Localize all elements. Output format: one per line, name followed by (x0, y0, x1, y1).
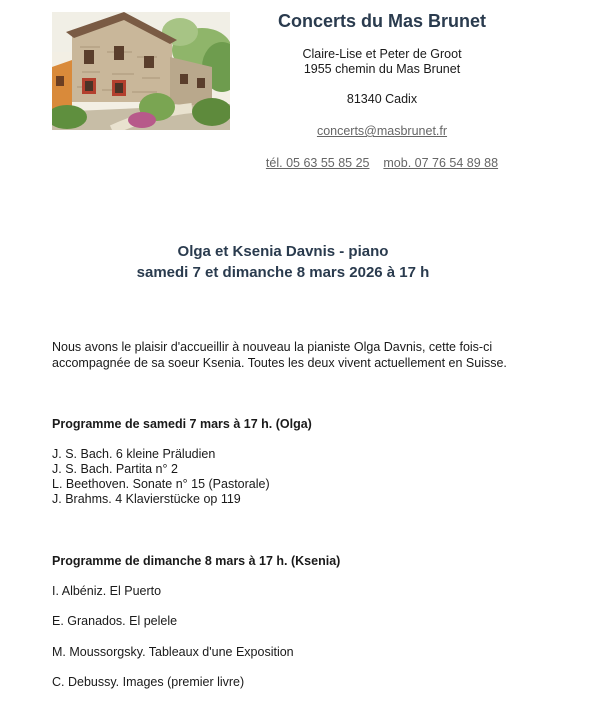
phone-link[interactable]: tél. 05 63 55 85 25 (265, 156, 370, 170)
programme-item: J. S. Bach. Partita n° 2 (52, 462, 178, 476)
address-street: 1955 chemin du Mas Brunet (303, 62, 461, 76)
contact-block (252, 12, 512, 172)
email-link[interactable]: concerts@masbrunet.fr (316, 124, 448, 138)
event-artists: Olga et Ksenia Davnis - piano (177, 243, 389, 260)
intro-line: Nous avons le plaisir d'accueillir à nouveau la pianiste Olga Davnis, cette fois-ci (52, 340, 493, 354)
programme-saturday-list (52, 447, 270, 507)
programme-item: J. Brahms. 4 Klavierstücke op 119 (52, 492, 241, 506)
mobile-link[interactable]: mob. 07 76 54 89 88 (383, 156, 499, 170)
address-name: Claire-Lise et Peter de Groot (302, 47, 462, 61)
address-city: 81340 Cadix (346, 92, 418, 106)
programme-item: E. Granados. El pelele (52, 614, 178, 628)
event-dates: samedi 7 et dimanche 8 mars 2026 à 17 h (136, 264, 430, 281)
programme-item: M. Moussorgsky. Tableaux d'une Exposition (52, 645, 294, 659)
programme-item: C. Debussy. Images (premier livre) (52, 675, 245, 689)
programme-saturday-heading: Programme de samedi 7 mars à 17 h. (Olga) (52, 417, 312, 431)
header (52, 12, 542, 172)
intro-line: accompagnée de sa soeur Ksenia. Toutes les deux vivent actuellement en Suisse. (52, 355, 507, 370)
intro-paragraph (52, 340, 552, 371)
house-illustration (52, 12, 230, 130)
programme-item: I. Albéniz. El Puerto (52, 584, 162, 598)
site-title: Concerts du Mas Brunet (277, 11, 487, 31)
event-title (0, 241, 566, 283)
programme-item: L. Beethoven. Sonate n° 15 (Pastorale) (52, 477, 270, 491)
programme-item: J. S. Bach. 6 kleine Präludien (52, 447, 216, 461)
programme-sunday-heading: Programme de dimanche 8 mars à 17 h. (Ksenia) (52, 554, 341, 568)
